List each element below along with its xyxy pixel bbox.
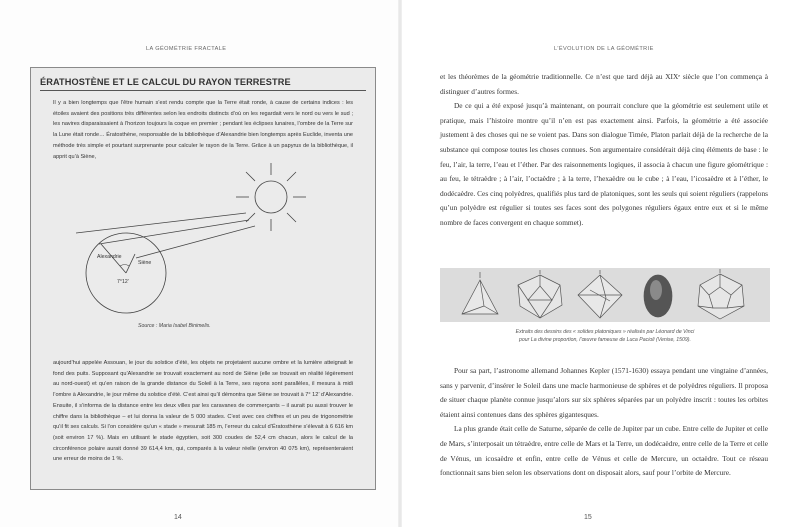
right-paragraph-1: et les théorèmes de la géométrie traditionnelle. Ce n’est que tard déjà au XIXᵉ siècle que l’on commença à distinguer d’autres formes. [440, 72, 768, 96]
platonic-solids-figure [440, 268, 770, 322]
label-alexandrie: Alexandrie [97, 254, 122, 260]
box-paragraph-2: aujourd’hui appelée Assouan, le jour du solstice d’été, les objets ne projetaient aucune ombre et la lumière atteignait le fond des puits. Supposant qu’Alexandrie se trouvait exactement au nord de Siène (elle se trouvait en réalité légèrement au nord-ouest) et qu’en raison de la grande distance du Soleil à la Terre, ses rayons sont parallèles, il mesura à midi l’ombre à Alexandrie, le jour même du solstice d’été. C’est ainsi qu’il démontra que Siène se trouvait à 7° 12’ d’Alexandrie. Ensuite, il s’informa de la distance entre les deux villes par les caravanes de commerçants – il aurait pu aussi trouver le chiffre dans la bibliothèque – et lui donna la valeur de 5 000 stades. C’est avec ces chiffres et un peu de trigonométrie qu’il fit ses calculs. Si l’on considère qu’un « stade » mesurait 185 m, l’erreur du calcul d’Ératosthène s’élevait à 6 616 km (soit environ 17 %). Mais en utilisant le stade égyptien, soit 300 coudes de 52,4 cm chacun, alors le calcul de la circonférence polaire aurait donné 39 614,4 km, qui, comparés à la valeur réelle (environ 40 075 km), représenteraient une erreur de moins de 1 %. [53, 360, 353, 463]
icosahedron-drawing [518, 270, 562, 318]
eratosthenes-box [30, 67, 376, 490]
octahedron-drawing [578, 270, 622, 318]
dodecahedron-drawing [698, 269, 744, 319]
diagram-caption: Source : Maria Isabel Binimelis. [138, 323, 211, 329]
left-page-number: 14 [174, 514, 182, 521]
right-paragraph-3: Pour sa part, l’astronome allemand Johannes Kepler (1571-1630) essaya pendant une vingtaine d’années, sans y parvenir, d’insérer le Soleil dans une macle harmonieuse de sphères et de polyèdres réguliers. Il proposa de situer chaque planète connue jusqu’alors sur six sphères séparées par un polyèdre inscrit : toutes les orbites étaient ainsi contenues dans des sphères gigantesques. [440, 366, 768, 419]
solids-caption [440, 328, 770, 344]
right-page-number: 15 [584, 514, 592, 521]
right-text-block-1 [440, 70, 768, 231]
eratosthenes-diagram [31, 68, 377, 358]
right-running-head: L’ÉVOLUTION DE LA GÉOMÉTRIE [554, 46, 654, 52]
sun-ray-2 [99, 220, 249, 244]
angle-arc [120, 265, 129, 267]
right-text-block-2 [440, 364, 768, 481]
platonic-solids-drawings [440, 268, 770, 322]
radius-siene [126, 254, 135, 273]
solids-caption-line-1: Extraits des dessins des « solides platoniques » réalisés par Léonard de Vinci [515, 329, 695, 335]
box-title: ÉRATHOSTÈNE ET LE CALCUL DU RAYON TERRESTRE [40, 77, 366, 91]
sun-ray-1 [76, 213, 246, 233]
solids-caption-line-2: pour La divine proportion, l’œuvre fameuse de Luca Pacioli (Venise, 1509). [519, 337, 691, 343]
label-siene: Siène [138, 260, 152, 266]
tetrahedron-drawing [462, 272, 498, 314]
book-gutter [398, 0, 402, 527]
left-running-head: LA GÉOMÉTRIE FRACTALE [146, 46, 227, 52]
box-paragraph-1: Il y a bien longtemps que l’être humain s’est rendu compte que la Terre était ronde, à cause de certains indices : les étoiles avaient des positions très différentes selon les endroits distincts d’où on les regardait vers le nord ou vers le sud ; les navires disparaissaient à l’horizon toujours la coque en premier ; pendant les éclipses lunaires, l’ombre de la Terre sur la Lune était ronde… Ératosthène, responsable de la bibliothèque d’Alexandrie bien longtemps après Euclide, inventa une méthode très simple et pourtant surprenante pour calculer le rayon de la Terre. Grâce à un papyrus de la bibliothèque, il apprit qu’à Siène, [53, 100, 353, 160]
right-paragraph-4: La plus grande était celle de Saturne, séparée de celle de Jupiter par un cube. Entre celle de Jupiter et celle de Mars, s’interposait un tétraèdre, entre celle de Mars et la Terre, un dodécaèdre, entre celle de la Terre et celle de Vénus, un icosaèdre et enfin, entre celle de Vénus et celle de Mercure, un octaèdre. Tout ce réseau fonctionnait sans bien selon les observations dont on disposait alors, sauf pour l’orbite de Mercure. [440, 424, 768, 478]
label-angle: 7°12’ [117, 279, 129, 285]
sun-ray-3 [136, 226, 255, 258]
right-paragraph-2: De ce qui a été exposé jusqu’à maintenant, on pourrait conclure que la géométrie est seulement utile et pratique, mais l’histoire montre qu’il n’en est pas exactement ainsi. Parfois, la géométrie a été associée justement à des choses qui ne se voient pas. Dans son dialogue Timée, Platon parlait déjà de la recherche de la substance qui compose toutes les choses connues. Son argumentaire considérait déjà cinq éléments de base : le feu, l’air, la terre, l’eau et l’éther. Par des raisonnements logiques, il associa à chacun une figure géométrique : au feu, le tétraèdre ; à l’air, l’octaèdre ; à la terre, l’hexaèdre ou le cube ; à l’eau, l’icosaèdre et à l’éther, le dodécaèdre. Ces cinq polyèdres, qualifiés plus tard de platoniques, sont les seuls qui soient réguliers (rappelons qu’un polyèdre est régulier si toutes ses faces sont des polygones réguliers égaux entre eux et si le même nombre de faces convergent en chaque sommet). [440, 101, 768, 227]
sphere-drawing [644, 275, 672, 317]
